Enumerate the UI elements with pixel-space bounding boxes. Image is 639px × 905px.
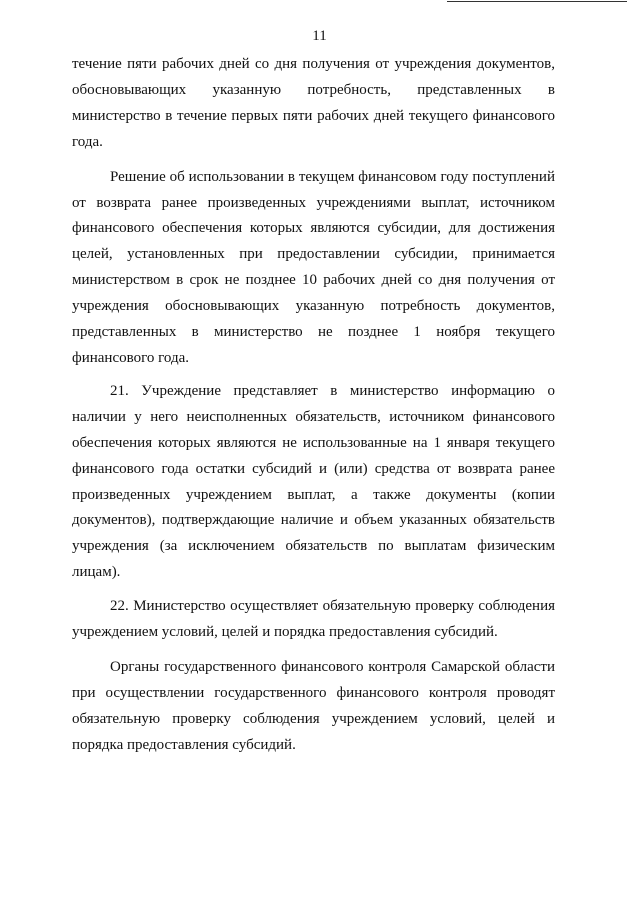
paragraph-control-bodies: Органы государственного финансового контроля Самарской области при осуществлении государственного финансового контроля проводят обязательную проверку соблюдения учреждением условий, целей и порядка предоставления субсидий. [72, 658, 555, 753]
paragraph-decision-on-returns: Решение об использовании в текущем финансовом году поступлений от возврата ранее произведенных учреждениями выплат, источником финансового обеспечения которых являются субсидии, для достижения целей, установленных при предоставлении субсидии, принимается министерством в срок не позднее 10 рабочих дней со дня получения от учреждения обосновывающих указанную потребность документов, представленных в министерство не позднее 1 ноября текущего финансового года. [72, 168, 555, 366]
paragraph-item-22: 22. Министерство осуществляет обязательную проверку соблюдения учреждением условий, целей и порядка предоставления субсидий. [72, 598, 555, 641]
top-edge-rule [447, 1, 627, 2]
paragraph-continuation: течение пяти рабочих дней со дня получения от учреждения документов, обосновывающих указанную потребность, представленных в министерство в течение первых пяти рабочих дней текущего финансового года. [72, 56, 555, 150]
page-number: 11 [312, 28, 327, 44]
document-body [72, 52, 555, 759]
paragraph-item-21: 21. Учреждение представляет в министерство информацию о наличии у него неисполненных обязательств, источником финансового обеспечения которых являются не использованные на 1 января текущего финансового года остатки субсидий и (или) средства от возврата ранее произведенных учреждением выплат, а также документы (копии документов), подтверждающие наличие и объем указанных обязательств учреждения (за исключением обязательств по выплатам физическим лицам). [72, 382, 555, 581]
